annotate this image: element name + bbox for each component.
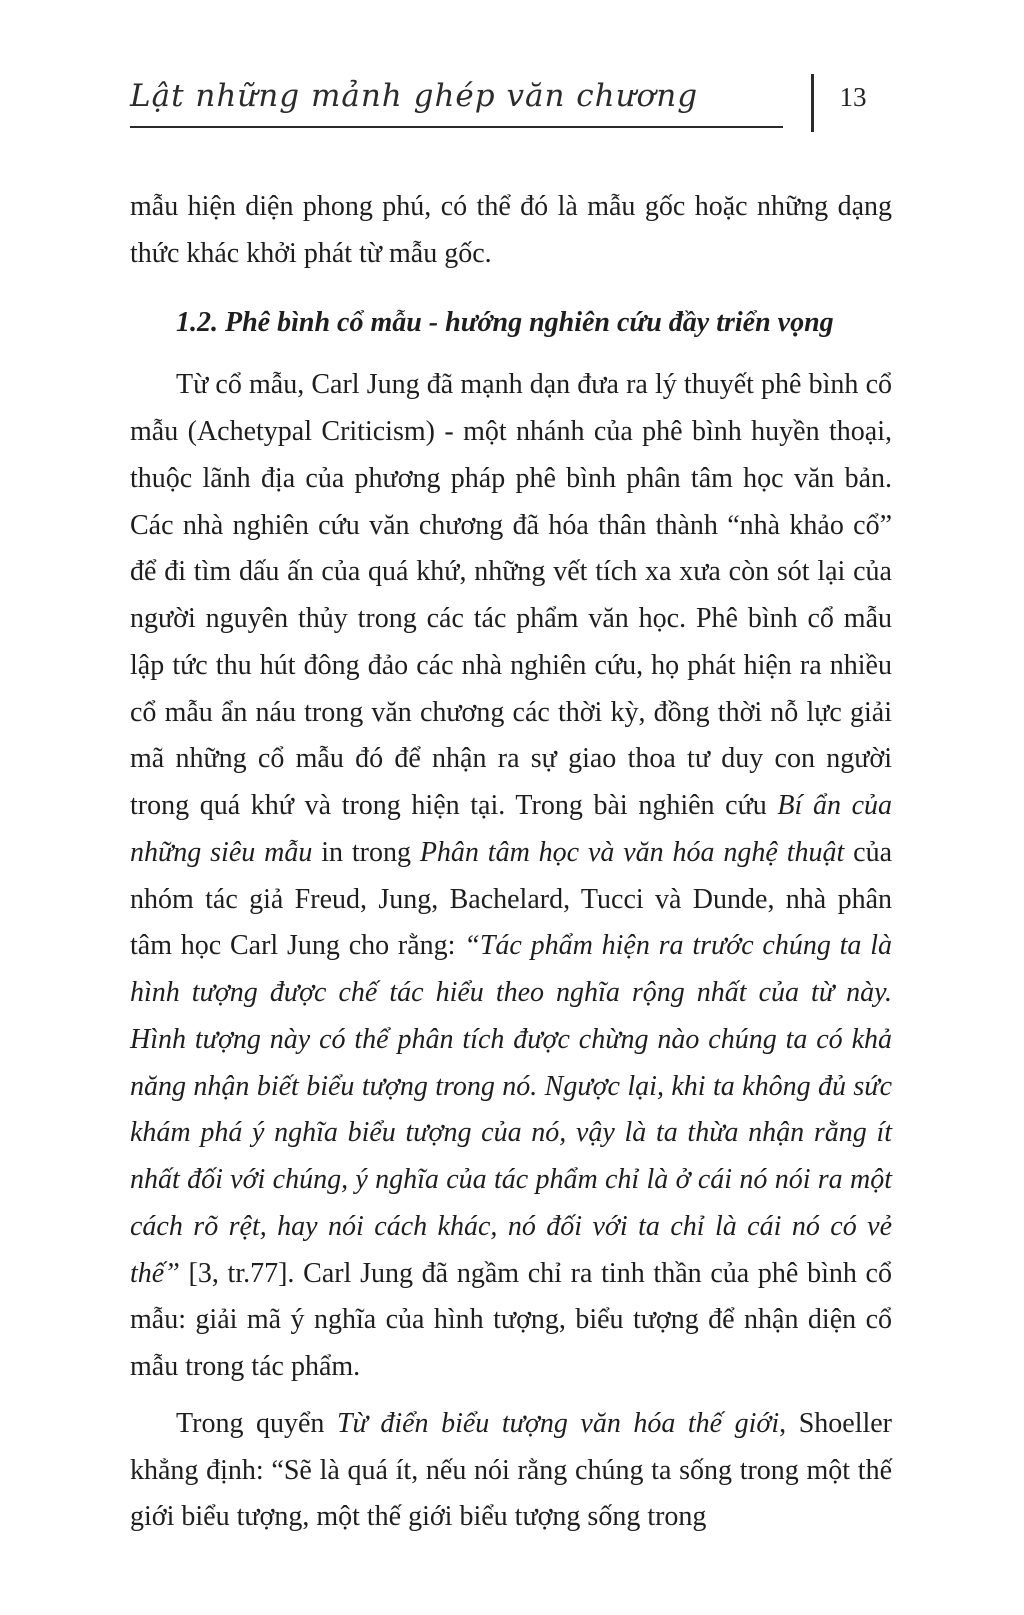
text-run: in trong — [312, 836, 420, 868]
page-header — [130, 78, 892, 132]
running-title: Lật những mảnh ghép văn chương — [130, 78, 699, 114]
italic-text-run: Phân tâm học và văn hóa nghệ thuật — [419, 836, 845, 868]
text-run: , Shoeller khẳng định: “Sẽ là quá ít, nếu nói rằng chúng ta sống trong một thế giới biểu tượng, một thế giới biểu tượng sống trong — [130, 1407, 893, 1533]
text-run: mẫu hiện diện phong phú, có thể đó là mẫu gốc hoặc những dạng thức khác khởi phát từ mẫu gốc. — [130, 191, 892, 269]
page-number: 13 — [839, 82, 867, 112]
paragraph — [130, 1401, 892, 1541]
text-run: 1.2. Phê bình cổ mẫu - hướng nghiên cứu đầy triển vọng — [176, 306, 834, 338]
text-run: Trong quyển — [176, 1407, 337, 1439]
section-heading — [130, 300, 892, 347]
running-title-underline — [130, 78, 783, 128]
italic-text-run: “Tác phẩm hiện ra trước chúng ta là hình tượng được chế tác hiểu theo nghĩa rộng nhất của từ này. Hình tượng này có thể phân tích được chừng nào chúng ta có khả năng nhận biết biểu tượng trong nó. Ngược lại, khi ta không đủ sức khám phá ý nghĩa biểu tượng của nó, vậy là ta thừa nhận rằng ít nhất đối với chúng, ý nghĩa của tác phẩm chỉ là ở cái nó nói ra một cách rõ rệt, hay nói cách khác, nó đối với ta chỉ là cái nó có vẻ thế” — [130, 930, 893, 1289]
italic-text-run: Bí ẩn của những siêu mẫu — [130, 790, 893, 868]
paragraph — [130, 362, 892, 1391]
italic-text-run: Từ điển biểu tượng văn hóa thế giới — [336, 1407, 780, 1439]
paragraph — [130, 184, 892, 278]
text-run: của nhóm tác giả Freud, Jung, Bachelard, Tucci và Dunde, nhà phân tâm học Carl Jung cho rằng: — [130, 836, 893, 962]
text-run: [3, tr.77]. Carl Jung đã ngầm chỉ ra tinh thần của phê bình cổ mẫu: giải mã ý nghĩa của hình tượng, biểu tượng để nhận diện cổ mẫu trong tác phẩm. — [130, 1257, 892, 1382]
text-run: Từ cổ mẫu, Carl Jung đã mạnh dạn đưa ra lý thuyết phê bình cổ mẫu (Achetypal Criticism) - một nhánh của phê bình huyền thoại, thuộc lãnh địa của phương pháp phê bình phân tâm học văn bản. Các nhà nghiên cứu văn chương đã hóa thân thành “nhà khảo cổ” để đi tìm dấu ấn của quá khứ, những vết tích xa xưa còn sót lại của người nguyên thủy trong các tác phẩm văn học. Phê bình cổ mẫu lập tức thu hút đông đảo các nhà nghiên cứu, họ phát hiện ra nhiều cổ mẫu ẩn náu trong văn chương các thời kỳ, đồng thời nỗ lực giải mã những cổ mẫu đó để nhận ra sự giao thoa tư duy con người trong quá khứ và trong hiện tại. Trong bài nghiên cứu — [130, 369, 892, 821]
page-body — [130, 184, 892, 1541]
